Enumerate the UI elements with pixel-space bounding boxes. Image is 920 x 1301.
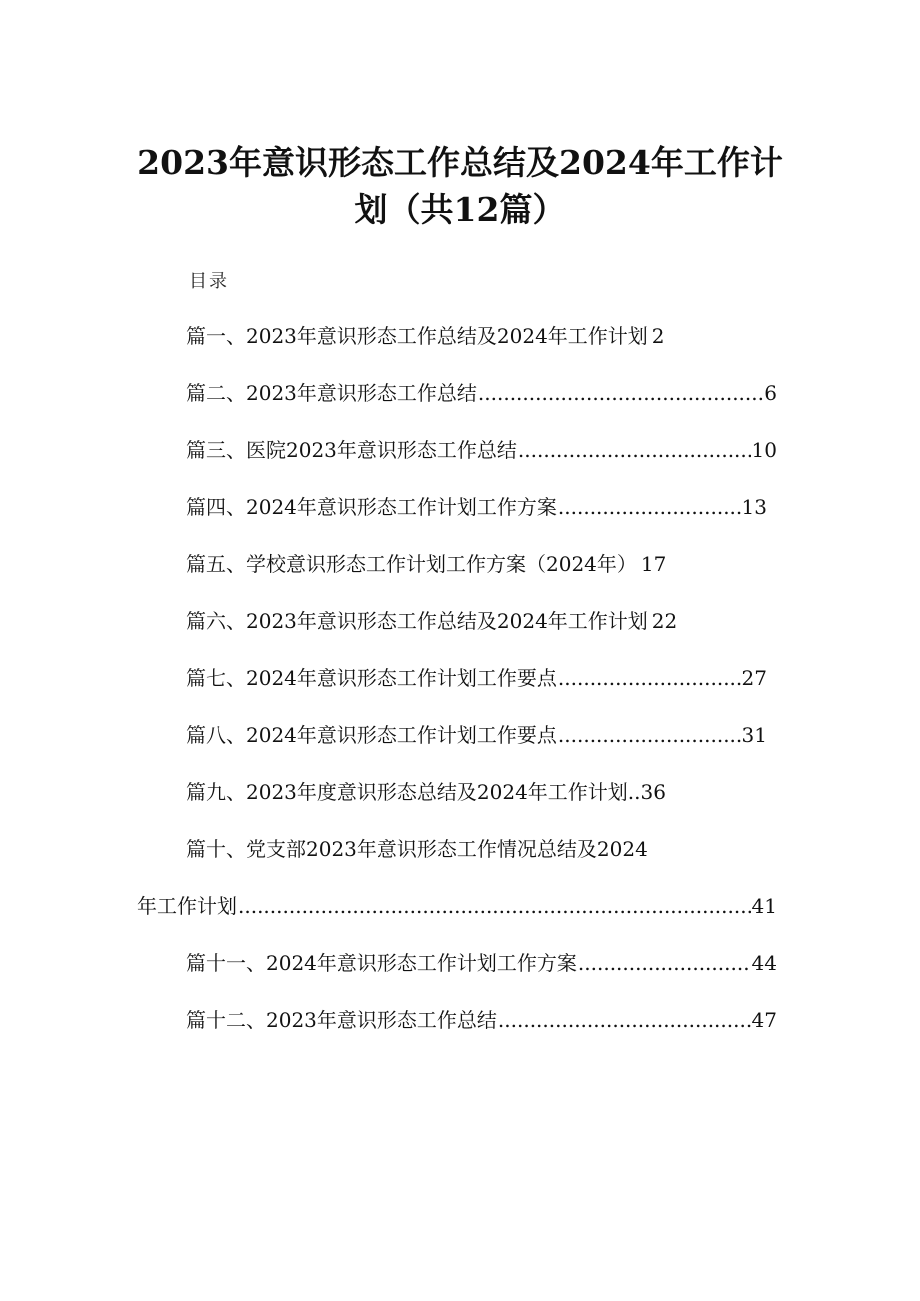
toc-entry-page: 47 [751,1008,777,1032]
toc-entry-label: 篇八、2024年意识形态工作计划工作要点 [186,723,557,747]
toc-entry-page: 13 [741,495,767,519]
toc-leader-dots [238,896,751,916]
toc-leader-dots [558,668,741,688]
toc-entry-page: 31 [741,723,767,747]
toc-entry-page: 6 [764,381,777,405]
toc-entry[interactable] [186,440,777,460]
toc-entry-label: 年工作计划 [137,894,237,918]
document-title-line-1: 2023年意识形态工作总结及2024年工作计 [137,143,783,182]
toc-entry-label: 篇十、党支部2023年意识形态工作情况总结及2024 [186,837,648,861]
toc-entry-page: 41 [751,894,777,918]
toc-entry-label: 篇十二、2023年意识形态工作总结 [186,1008,497,1032]
toc-entry[interactable] [186,839,648,859]
toc-entry-label: 篇十一、2024年意识形态工作计划工作方案 [186,951,577,975]
toc-entry[interactable] [186,554,666,574]
toc-entry-label: 篇九、2023年度意识形态总结及2024年工作计划 [186,780,628,804]
toc-heading: 目录 [189,271,229,292]
toc-entry-label: 篇三、医院2023年意识形态工作总结 [186,438,517,462]
toc-leader-dots [578,953,751,973]
toc-entry-label: 篇五、学校意识形态工作计划工作方案（2024年） [186,552,637,576]
toc-entry[interactable] [186,953,777,973]
toc-entry[interactable] [186,611,677,631]
toc-entry[interactable] [186,668,767,688]
toc-leader-dots [478,383,763,403]
toc-leader-dots [498,1010,751,1030]
toc-leader-dots [558,725,741,745]
toc-leader-dots [558,497,741,517]
toc-entry[interactable] [186,1010,777,1030]
toc-entry-page: ..36 [627,780,666,804]
toc-entry-page: 44 [751,951,777,975]
toc-entry-page: 2 [651,324,665,348]
toc-entry-label: 篇七、2024年意识形态工作计划工作要点 [186,666,557,690]
toc-entry[interactable] [186,383,777,403]
toc-entry-label: 篇二、2023年意识形态工作总结 [186,381,477,405]
toc-leader-dots [518,440,751,460]
toc-entry[interactable] [186,725,767,745]
document-title-line-2: 划（共12篇） [354,190,566,229]
toc-entry-page: 10 [751,438,777,462]
toc-entry-page: 22 [651,609,678,633]
toc-entry[interactable] [186,326,665,346]
toc-entry[interactable] [186,782,666,802]
toc-entry-continuation[interactable] [137,896,777,916]
toc-entry-page: 27 [741,666,767,690]
toc-entry-label: 篇一、2023年意识形态工作总结及2024年工作计划 [186,324,648,348]
toc-entry-label: 篇六、2023年意识形态工作总结及2024年工作计划 [186,609,648,633]
toc-entry-page: 17 [640,552,667,576]
toc-entry[interactable] [186,497,767,517]
toc-entry-label: 篇四、2024年意识形态工作计划工作方案 [186,495,557,519]
